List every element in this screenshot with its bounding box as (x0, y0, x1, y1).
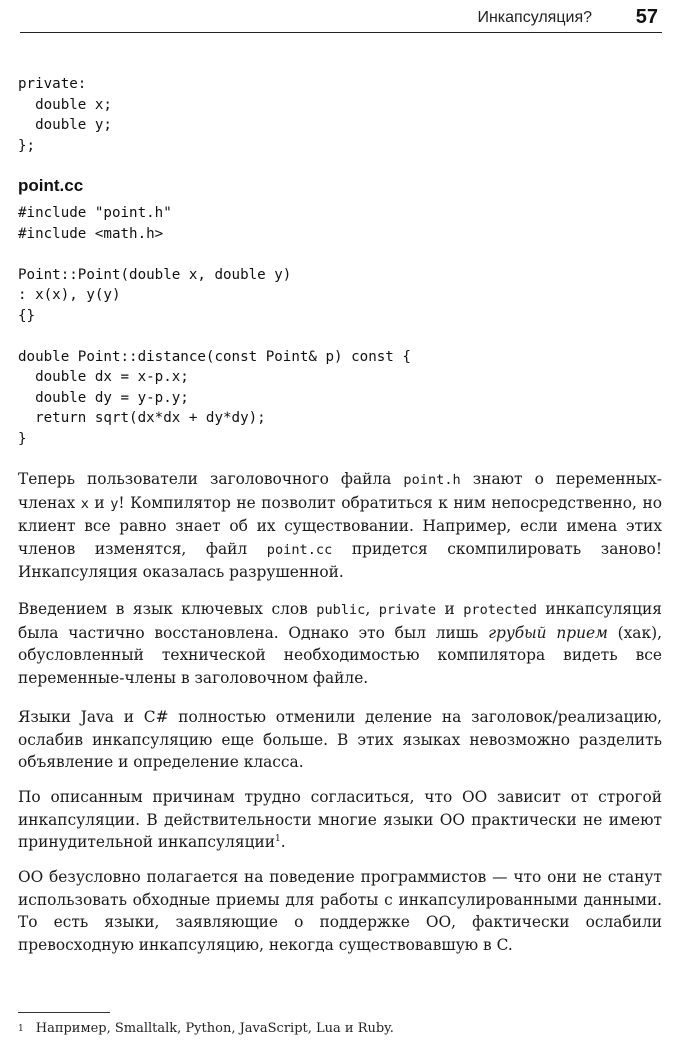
para1-text-5: придется скомпилировать заново! Инкапсуляция оказалась разрушенной. (18, 539, 663, 582)
footnote-mark: 1 (18, 1024, 24, 1034)
footnote (18, 1020, 658, 1038)
para2-text-5: (хак), обусловленный технической необходимостью компилятора видеть все переменные-члены в заголовочном файле. (18, 623, 662, 687)
code-block-point-cc: #include "point.h" #include <math.h> Point::Point(double x, double y) : x(x), y(y) {} double Point::distance(const Point& p) const { double dx = x-p.x; double dy = y-p.y; return sqrt(dx*dx + dy*dy); } (18, 205, 411, 447)
para2-code-protected: protected (463, 602, 537, 618)
para2-text-2: , (365, 600, 379, 618)
para4-text-2: . (280, 833, 286, 852)
page-number: 57 (635, 6, 658, 28)
code-block-private-members: private: double x; double y; }; (18, 76, 112, 154)
running-header-title: Инкапсуляция? (477, 9, 592, 26)
para1-text-2: знают о переменных-членах (18, 470, 662, 512)
para2-emphasis: грубый прием (488, 623, 608, 642)
paragraph-4 (18, 786, 662, 854)
paragraph-5: ОО безусловно полагается на поведение программистов — что они не станут использовать обходные приемы для работы с инкапсулированными данными. То есть языки, заявляющие о поддержке ОО, фактически ослабили превосходную инкапсуляцию, некогда существовавшую в C. (18, 868, 662, 954)
paragraph-1 (18, 468, 662, 584)
para2-text-1: Введением в язык ключевых слов (18, 600, 317, 618)
para1-text-3: и (88, 493, 111, 512)
para4-text-1: По описанным причинам трудно согласиться, что ОО зависит от строгой инкапсуляции. В действительности многие языки ОО практически не имеют принудительной инкапсуляции (18, 788, 662, 852)
para1-text-1: Теперь пользователи заголовочного файла (18, 470, 404, 488)
para2-code-private: private (378, 602, 437, 618)
para2-text-3: и (436, 600, 464, 618)
para1-code-point-h: point.h (403, 472, 461, 488)
para1-code-x: x (80, 495, 89, 512)
para2-text-4: инкапсуляция была частично восстановлена. Однако это был лишь (18, 600, 662, 642)
footnote-reference: 1 (275, 834, 281, 845)
footnote-rule (18, 1012, 110, 1013)
para1-text-4: ! Компилятор не позволит обратиться к ним непосредственно, но клиент все равно знает об их существовании. Например, если имена этих членов изменятся, файл (18, 493, 662, 558)
para1-code-y: y (110, 495, 119, 512)
running-header (20, 6, 662, 33)
paragraph-3: Языки Java и C# полностью отменили деление на заголовок/реализацию, ослабив инкапсуляцию еще больше. В этих языках невозможно разделить объявление и определение класса. (18, 708, 662, 772)
paragraph-2 (18, 598, 662, 689)
file-heading-point-cc: point.cc (18, 176, 84, 195)
para1-code-point-cc: point.cc (266, 541, 333, 558)
para2-code-public: public (316, 602, 366, 618)
footnote-text: Например, Smalltalk, Python, JavaScript, Lua и Ruby. (35, 1021, 394, 1036)
